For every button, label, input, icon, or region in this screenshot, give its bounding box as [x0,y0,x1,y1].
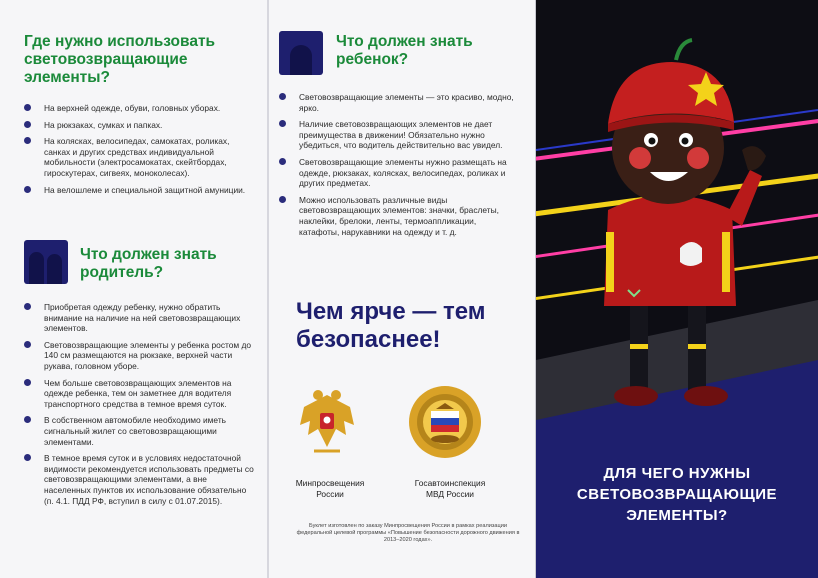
child-list [279,92,514,243]
bullet-icon [24,341,31,348]
list-item: На рюкзаках, сумках и папках. [24,120,252,131]
list-item: На колясках, велосипедах, самокатах, роликах, санках и других средствах индивидуальной мобильности (электросамокатах, скейтбордах, гироскутерах, сигвеях, моноколесах). [24,136,252,178]
list-item: Можно использовать различные виды световозвращающих элементов: значки, браслеты, наклейки, брелоки, ленты, термоаппликации, катафоты, нарукавники на одежду и т. д. [279,195,514,237]
list-item: Наличие световозвращающих элементов не дает преимущества в движении! Обязательно нужно убедиться, что водитель действительно вас увидел. [279,119,514,151]
bullet-icon [24,186,31,193]
list-item: Приобретая одежду ребенку, нужно обратить внимание на наличие на ней световозвращающих элементов. [24,302,254,334]
bullet-icon [24,137,31,144]
where-list [24,103,252,201]
cover-title: ДЛЯ ЧЕГО НУЖНЫ СВЕТОВОЗВРАЩАЮЩИЕ ЭЛЕМЕНТЫ? [576,465,778,524]
where-heading: Где нужно использовать световозвращающие элементы? [24,33,216,86]
list-item: Световозвращающие элементы нужно размещать на одежде, рюкзаках, колясках, велосипедах, роликах и других предметах. [279,157,514,189]
list-item: В собственном автомобиле необходимо иметь сигнальный жилет со световозвращающими элементами. [24,415,254,447]
list-item: В темное время суток и в условиях недостаточной видимости рекомендуется использовать предметы со световозвращающими элементами, а вне населенных пунктов их использование обязательно (п. 4.1. ПДД РФ, вступил в силу с 01.07.2015). [24,453,254,506]
bullet-icon [24,379,31,386]
list-item: Световозвращающие элементы — это красиво, модно, ярко. [279,92,514,113]
bullet-icon [279,158,286,165]
child-heading: Что должен знать ребенок? [336,33,473,68]
list-item: Световозвращающие элементы у ребенка ростом до 140 см размещаются на рюкзаке, верхней части рукава, головном уборе. [24,340,254,372]
slogan: Чем ярче — тем безопаснее! [296,298,486,353]
bullet-icon [24,121,31,128]
bullet-icon [24,454,31,461]
list-item: Чем больше световозвращающих элементов на одежде ребенка, тем он заметнее для водителя транспортного средства в темное время суток. [24,378,254,410]
traffic-police-emblem-icon [406,383,484,461]
parent-icon [24,240,68,284]
panel-left [0,0,268,578]
bullet-icon [279,120,286,127]
bullet-icon [24,303,31,310]
ministry-caption: Минпросвещения России [295,478,365,499]
child-icon [279,31,323,75]
parent-list [24,302,254,512]
parent-heading: Что должен знать родитель? [80,246,217,281]
list-item: На велошлеме и специальной защитной амуниции. [24,185,252,196]
cover-panel [536,0,818,578]
bullet-icon [24,416,31,423]
traffic-police-caption: Госавтоинспекция МВД России [414,478,486,499]
list-item: На верхней одежде, обуви, головных уборах. [24,103,252,114]
ministry-emblem-icon [296,385,358,457]
bullet-icon [24,104,31,111]
footnote: Буклет изготовлен по заказу Минпросвещения России в рамках реализации федеральной целевой программы «Повышение безопасности дорожного движения в 2013–2020 годах». [296,523,520,543]
bullet-icon [279,196,286,203]
bullet-icon [279,93,286,100]
